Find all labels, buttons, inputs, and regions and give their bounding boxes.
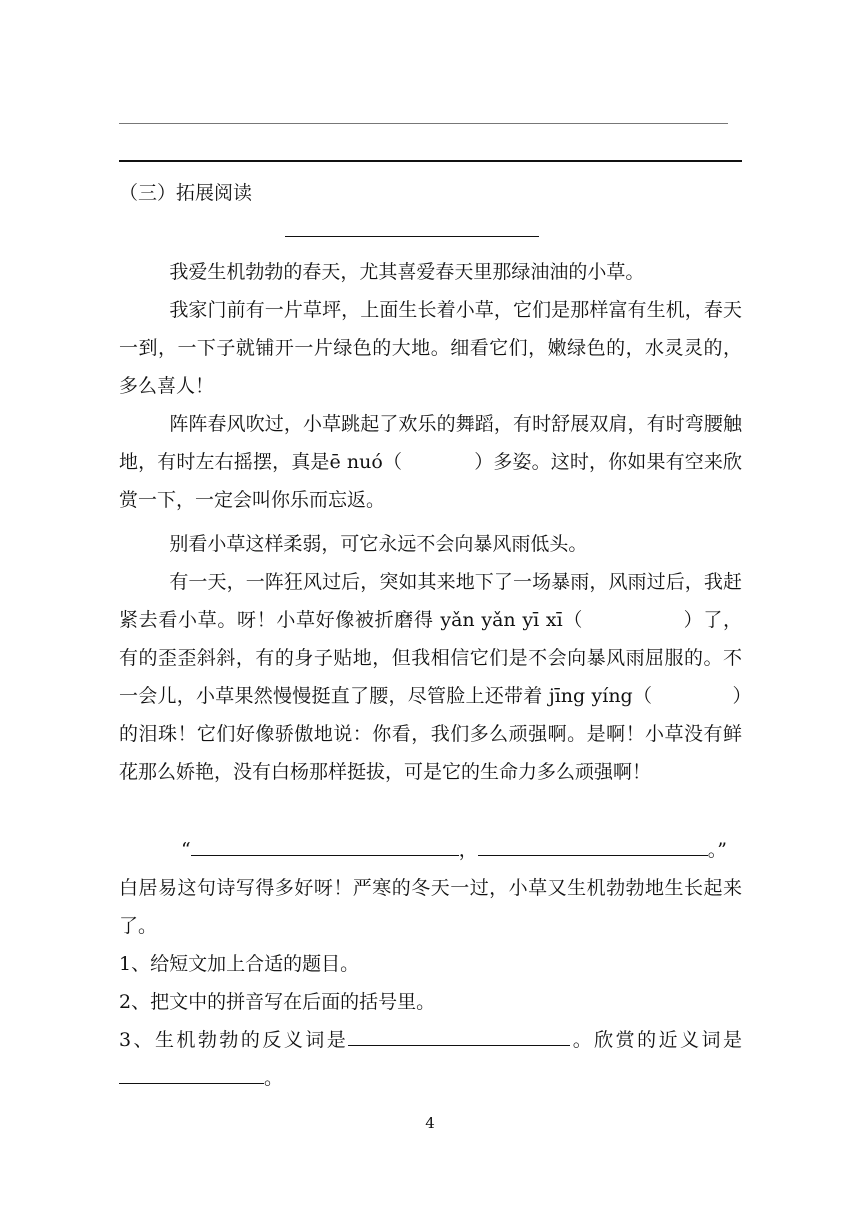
poem-close-quote: 。” xyxy=(707,839,727,861)
question-3-text-b: 。欣赏的近义词是 xyxy=(570,1029,742,1051)
paragraph-3 xyxy=(119,405,742,519)
paragraph-5 xyxy=(119,563,742,791)
section-heading: （三）拓展阅读 xyxy=(119,182,253,204)
paragraph-2: 我家门前有一片草坪，上面生长着小草，它们是那样富有生机，春天一到，一下子就铺开一片绿色的大地。细看它们，嫩绿色的，水灵灵的，多么喜人！ xyxy=(119,299,742,397)
poem-blank-1[interactable] xyxy=(191,836,459,856)
poem-line xyxy=(119,831,742,869)
question-3-text-c: 。 xyxy=(264,1067,284,1089)
paragraph-5-text-c: ）的泪珠！它们好像骄傲地说：你看，我们多么顽强啊。是啊！小草没有鲜花那么娇艳，没有白杨那样挺拔，可是它的生命力多么顽强啊！ xyxy=(119,685,742,783)
poem-blank-2[interactable] xyxy=(478,836,708,856)
paragraph-5-text-b: ）了，有的歪歪斜斜，有的身子贴地，但我相信它们是不会向暴风雨屈服的。不一会儿，小草果然慢慢挺直了腰，尽管脸上还带着 jīng yíng（ xyxy=(119,609,742,707)
paragraph-5-text-a: 有一天，一阵狂风过后，突如其来地下了一场暴雨，风雨过后，我赶紧去看小草。呀！小草好像被折磨得 yǎn yǎn yī xī（ xyxy=(119,571,742,631)
paragraph-4: 别看小草这样柔弱，可它永远不会向暴风雨低头。 xyxy=(169,533,588,555)
poem-open-quote: “ xyxy=(181,839,191,861)
paragraph-3-text-b: ）多姿。这时，你如果有空来欣赏一下，一定会叫你乐而忘返。 xyxy=(119,451,742,511)
answer-line-thin xyxy=(119,123,728,124)
answer-line-thick xyxy=(119,160,742,162)
synonym-blank[interactable] xyxy=(119,1064,264,1084)
question-3 xyxy=(119,1021,742,1097)
question-1: 1、给短文加上合适的题目。 xyxy=(119,953,360,975)
paragraph-1: 我爱生机勃勃的春天，尤其喜爱春天里那绿油油的小草。 xyxy=(169,261,645,283)
question-3-text-a: 3、生机勃勃的反义词是 xyxy=(119,1029,349,1051)
antonym-blank[interactable] xyxy=(348,1026,570,1046)
poem-comma: ， xyxy=(458,839,478,861)
title-blank[interactable] xyxy=(285,236,539,237)
paragraph-3-text-a: 阵阵春风吹过，小草跳起了欢乐的舞蹈，有时舒展双肩，有时弯腰触地，有时左右摇摆，真是ē nuó（ xyxy=(119,413,742,473)
question-2: 2、把文中的拼音写在后面的括号里。 xyxy=(119,991,436,1013)
page-number: 4 xyxy=(425,1114,435,1132)
paragraph-6: 白居易这句诗写得多好呀！严寒的冬天一过，小草又生机勃勃地生长起来了。 xyxy=(119,877,742,937)
